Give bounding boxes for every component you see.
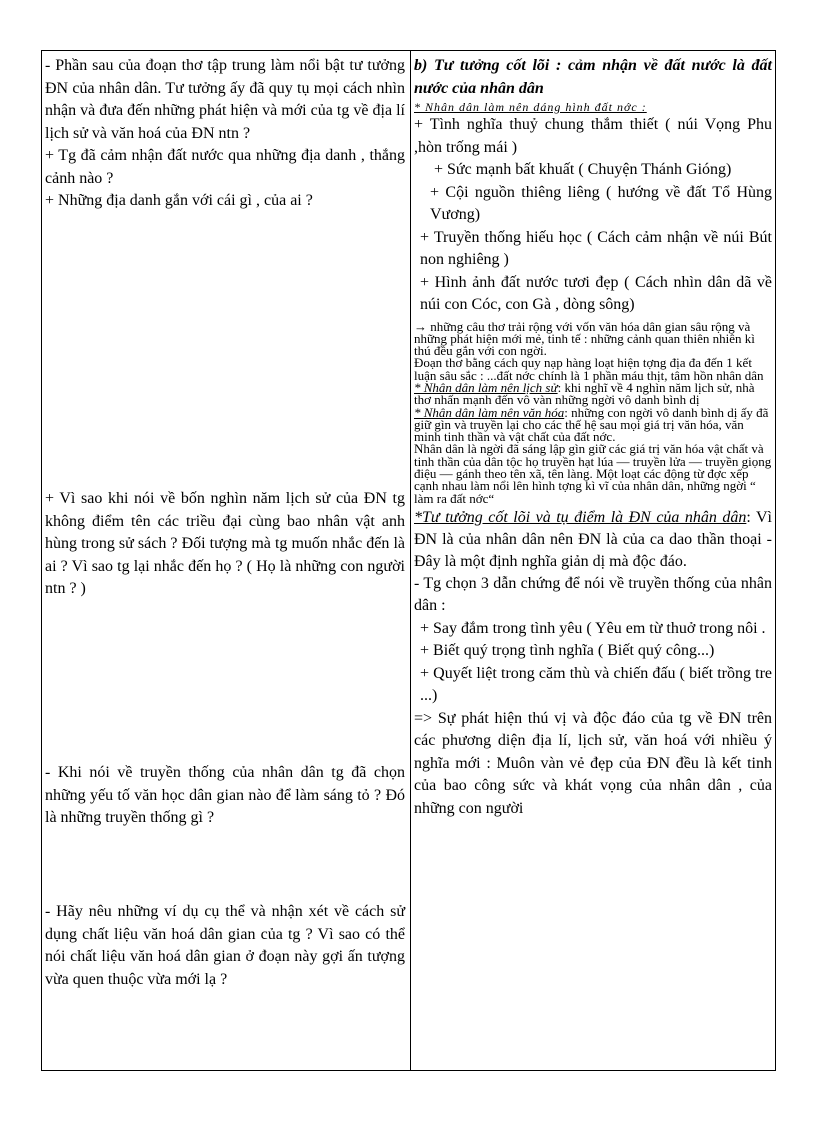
sub-heading-core-idea: *Tư tưởng cốt lõi và tụ điểm là ĐN của nhân dân	[414, 508, 747, 526]
tradition-intro: - Tg chọn 3 dẫn chứng để nói về truyền thống của nhân dân :	[414, 574, 772, 615]
left-question-6: - Hãy nêu những ví dụ cụ thể và nhận xét về cách sử dụng chất liệu văn hoá dân gian của tg ? Vì sao có thể nói chất liệu văn hoá dân gian ở đoạn này gợi ấn tượng vừa quen thuộc vừa mới lạ ?	[45, 903, 405, 988]
section-heading: b) Tư tưởng cốt lõi : cảm nhận về đất nước là đất nước của nhân dân	[414, 57, 772, 97]
left-question-1: - Phần sau của đoạn thơ tập trung làm nổi bật tư tưởng ĐN của nhân dân. Tư tưởng ấy đã quy tụ mọi cách nhìn nhận và đưa đến những phát hiện và mới của tg về địa lí lịch sử và văn hoá của ĐN ntn ?	[45, 57, 405, 142]
sub-heading-geography: * Nhân dân làm nên dáng hình đất nớc :	[414, 100, 647, 114]
left-cell-history	[45, 488, 405, 601]
geo-point-5: + Hình ảnh đất nước tươi đẹp ( Cách nhìn dân dã về núi con Cóc, con Gà , dòng sông)	[420, 273, 772, 313]
tradition-point-3: + Quyết liệt trong căm thù và chiến đấu ( biết trồng tre ...)	[420, 664, 772, 705]
left-question-2: + Tg đã cảm nhận đất nước qua những địa danh , thắng cảnh nào ?	[45, 147, 405, 187]
left-cell-folklore	[45, 901, 405, 991]
founders-paragraph: Nhân dân là ngời đã sáng lập gìn giữ các giá trị văn hóa vật chất và tinh thần của dân tộc họ truyền hạt lúa — truyền lửa — truyền giọng điệu — gánh theo tên xã, tên làng. Một loạt các động từ đợc xếp cạnh nhau làm nổi lên hình tợng kì vĩ của nhân dân, những ngời “ làm ra đất nớc“	[414, 441, 772, 506]
lesson-table	[41, 50, 776, 1071]
core-idea-paragraph: *Tư tưởng cốt lõi và tụ điểm là ĐN của nhân dân: Vì ĐN là của nhân dân nên ĐN là của ca dao thần thoại - Đây là một định nghĩa giản dị mà độc đáo.	[414, 508, 773, 570]
left-question-4: + Vì sao khi nói về bốn nghìn năm lịch sử của ĐN tg không điểm tên các triều đại cùng bao nhân vật anh hùng trong sử sách ? Đối tượng mà tg muốn nhắc đến là ai ? Vì sao tg lại nhắc đến họ ? ( Họ là những con người ntn ? )	[45, 490, 405, 597]
summary-geography: → những câu thơ trải rộng với vốn văn hóa dân gian sâu rộng và những phát hiện mới mẻ, tinh tế : những cảnh quan thiên nhiên kì thú đều gắn với con ngời.	[414, 318, 755, 359]
column-divider	[410, 51, 411, 1070]
culture-paragraph: * Nhân dân làm nên văn hóa: những con ngời vô danh bình dị ấy đã giữ gìn và truyền lại cho các thế hệ sau mọi giá trị văn hóa, văn minh tinh thần và vật chất của đất nớc.	[414, 404, 769, 445]
geo-point-2: + Sức mạnh bất khuất ( Chuyện Thánh Gióng)	[434, 161, 732, 178]
geo-point-1: + Tình nghĩa thuỷ chung thắm thiết ( núi Vọng Phu ,hòn trống mái )	[414, 116, 772, 156]
sub-heading-culture: * Nhân dân làm nên văn hóa	[414, 404, 565, 420]
left-cell-tradition	[45, 762, 405, 830]
geo-point-4: + Truyền thống hiếu học ( Cách cảm nhận về núi Bút non nghiêng )	[420, 228, 772, 268]
conclusion-paragraph: => Sự phát hiện thú vị và độc đáo của tg về ĐN trên các phương diện địa lí, lịch sử, văn hoá với nhiều ý nghĩa mới : Muôn vàn vẻ đẹp của ĐN đều là kết tinh của bao công sức và khát vọng của nhân dân , của những con người	[414, 709, 772, 817]
history-paragraph: * Nhân dân làm nên lịch sử: khi nghĩ về 4 nghìn năm lịch sử, nhà thơ nhấn mạnh đến vô vàn những ngời vô danh bình dị	[414, 379, 755, 408]
sub-heading-history: * Nhân dân làm nên lịch sử	[414, 379, 558, 395]
geo-point-3: + Cội nguồn thiêng liêng ( hướng về đất Tổ Hùng Vương)	[430, 183, 772, 223]
left-question-3: + Những địa danh gắn với cái gì , của ai ?	[45, 192, 313, 209]
tradition-point-1: + Say đắm trong tình yêu ( Yêu em từ thuở trong nôi .	[420, 619, 766, 637]
left-cell-intro	[45, 55, 405, 213]
right-cell-content	[414, 55, 772, 820]
left-question-5: - Khi nói về truyền thống của nhân dân tg đã chọn những yếu tố văn học dân gian nào để làm sáng tỏ ? Đó là những truyền thống gì ?	[45, 764, 405, 826]
summary-induction: Đoạn thơ bằng cách quy nạp hàng loạt hiện tợng địa đa đến 1 kết luận sâu sắc : ...đất nớc chính là 1 phần máu thịt, tâm hồn nhân dân	[414, 355, 764, 383]
tradition-point-2: + Biết quý trọng tình nghĩa ( Biết quý công...)	[420, 642, 715, 660]
arrow-right-icon: →	[414, 318, 427, 334]
